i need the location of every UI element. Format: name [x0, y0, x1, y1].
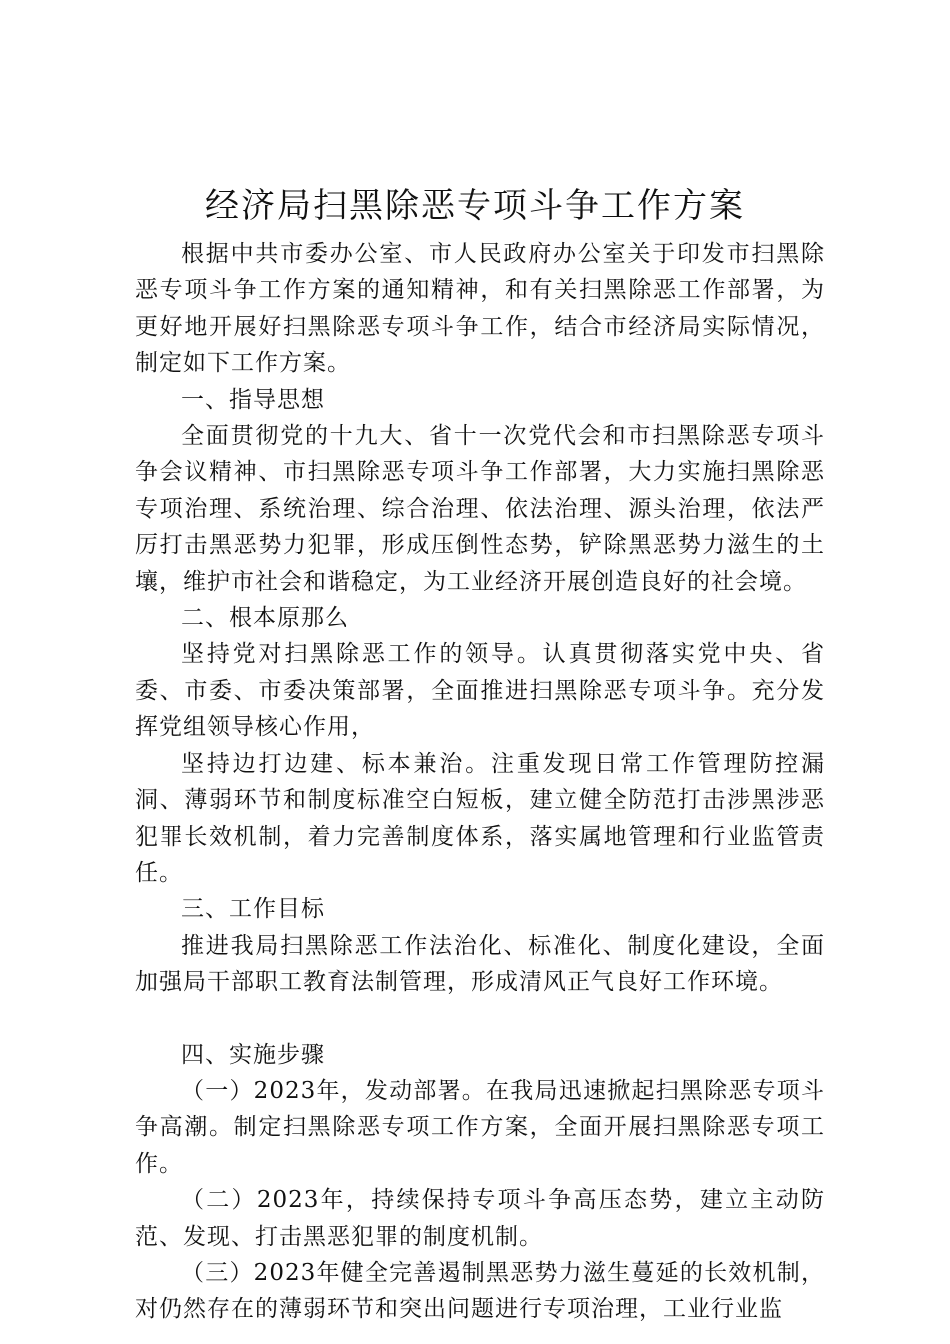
document-body	[135, 236, 825, 1328]
step-paragraph-2: （二）2023年，持续保持专项斗争高压态势，建立主动防范、发现、打击黑恶犯罪的制度机制。	[135, 1187, 825, 1250]
work-goals-paragraph: 推进我局扫黑除恶工作法治化、标准化、制度化建设，全面加强局干部职工教育法制管理，形成清风正气良好工作环境。	[135, 932, 825, 996]
principle-paragraph-leadership: 坚持党对扫黑除恶工作的领导。认真贯彻落实党中央、省委、市委、市委决策部署，全面推进扫黑除恶专项斗争。充分发挥党组领导核心作用，	[135, 641, 825, 741]
step-paragraph-1: （一）2023年，发动部署。在我局迅速掀起扫黑除恶专项斗争高潮。制定扫黑除恶专项工作方案，全面开展扫黑除恶专项工作。	[135, 1077, 825, 1177]
step-paragraph-3: （三）2023年健全完善遏制黑恶势力滋生蔓延的长效机制，对仍然存在的薄弱环节和突出问题进行专项治理，工业行业监	[135, 1259, 825, 1323]
section-heading-work-goals: 三、工作目标	[181, 896, 325, 923]
section-heading-basic-principles: 二、根本原那么	[181, 605, 349, 632]
section-heading-guiding-ideology: 一、指导思想	[181, 386, 325, 413]
guiding-ideology-paragraph: 全面贯彻党的十九大、省十一次党代会和市扫黑除恶专项斗争会议精神、市扫黑除恶专项斗争工作部署，大力实施扫黑除恶专项治理、系统治理、综合治理、依法治理、源头治理，依法严厉打击黑恶势力犯罪，形成压倒性态势，铲除黑恶势力滋生的土壤，维护市社会和谐稳定，为工业经济开展创造良好的社会境。	[135, 423, 825, 595]
section-heading-implementation-steps: 四、实施步骤	[181, 1041, 325, 1068]
principle-paragraph-governance: 坚持边打边建、标本兼治。注重发现日常工作管理防控漏洞、薄弱环节和制度标准空白短板，建立健全防范打击涉黑涉恶犯罪长效机制，着力完善制度体系，落实属地管理和行业监管责任。	[135, 750, 825, 886]
intro-paragraph: 根据中共市委办公室、市人民政府办公室关于印发市扫黑除恶专项斗争工作方案的通知精神，和有关扫黑除恶工作部署，为更好地开展好扫黑除恶专项斗争工作，结合市经济局实际情况，制定如下工作方案。	[135, 241, 825, 377]
document-title: 经济局扫黑除恶专项斗争工作方案	[205, 186, 745, 226]
